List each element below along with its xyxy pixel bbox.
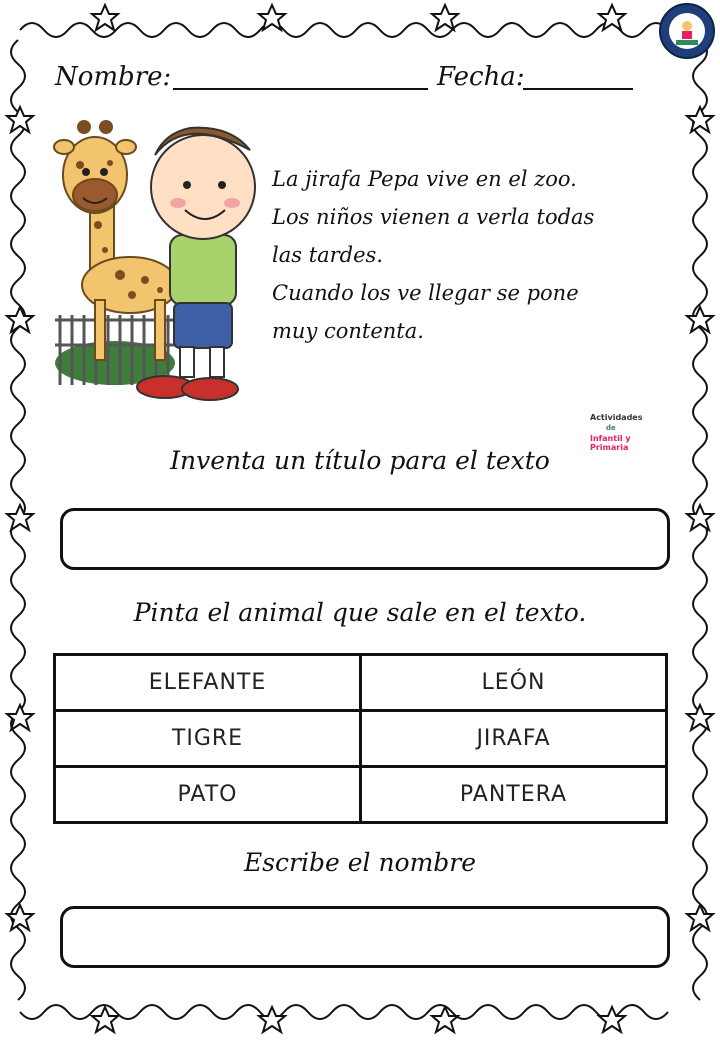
brand-logo-line3: Infantil y Primaria [590, 434, 631, 452]
animal-option[interactable]: PATO [55, 767, 361, 823]
giraffe-and-boy-illustration [50, 115, 280, 415]
story-line: Cuando los ve llegar se pone [272, 281, 579, 305]
animal-option[interactable]: LEÓN [361, 655, 667, 711]
story-line: Los niños vienen a verla todas [272, 205, 595, 229]
animal-option[interactable]: ELEFANTE [55, 655, 361, 711]
color-instruction: Pinta el animal que sale en el texto. [133, 598, 587, 627]
story-text [272, 160, 672, 350]
animal-option[interactable]: JIRAFA [361, 711, 667, 767]
date-field[interactable] [523, 88, 633, 90]
publisher-badge-logo [658, 2, 716, 60]
animal-options-table [53, 653, 668, 824]
title-instruction: Inventa un título para el texto [170, 446, 550, 475]
brand-logo [590, 413, 670, 452]
name-field[interactable] [173, 88, 428, 90]
table-row [55, 711, 667, 767]
brand-logo-line2: de [606, 424, 616, 432]
table-row [55, 655, 667, 711]
story-line: muy contenta. [272, 319, 424, 343]
animal-option[interactable]: TIGRE [55, 711, 361, 767]
story-line: las tardes. [272, 243, 384, 267]
animal-option[interactable]: PANTERA [361, 767, 667, 823]
brand-logo-line1: Actividades [590, 413, 643, 422]
write-instruction: Escribe el nombre [243, 848, 477, 877]
table-row [55, 767, 667, 823]
story-line: La jirafa Pepa vive en el zoo. [272, 167, 577, 191]
name-answer-box[interactable] [60, 906, 670, 968]
date-label: Fecha: [437, 62, 525, 92]
title-answer-box[interactable] [60, 508, 670, 570]
header-fields [55, 58, 645, 98]
name-label: Nombre: [55, 62, 172, 92]
